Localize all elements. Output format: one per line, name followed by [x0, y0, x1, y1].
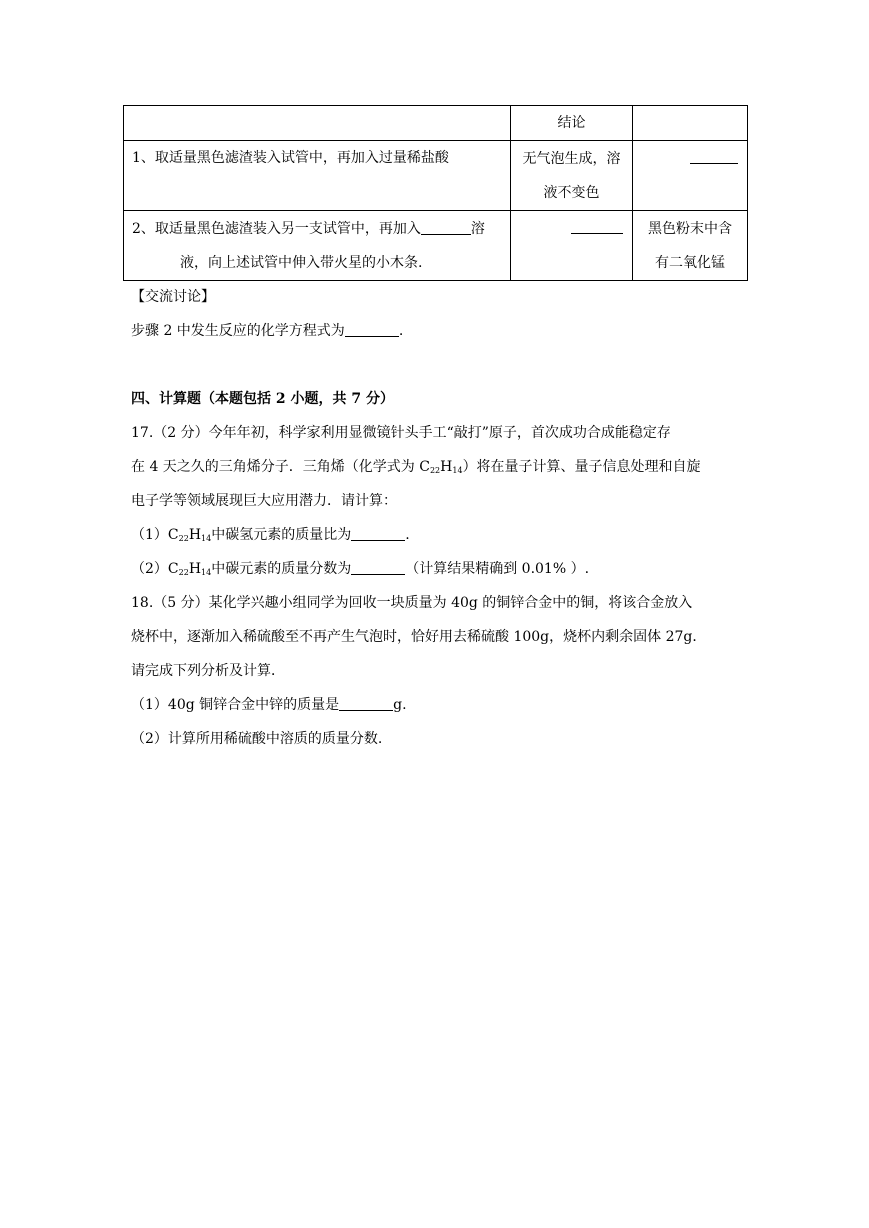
q17-p1-blank[interactable]	[351, 526, 405, 541]
q17-part2	[131, 558, 589, 578]
q17-line2-c: ）将在量子计算、量子信息处理和自旋	[462, 459, 701, 475]
discussion-question-end: .	[398, 323, 404, 339]
row2-phenomenon-blank[interactable]	[571, 219, 623, 234]
q18-line3: 请完成下列分析及计算．	[131, 663, 285, 679]
row1-step-cell	[124, 141, 511, 211]
q17-p1-a: （1）C	[131, 527, 179, 543]
q17-line2-b: H	[440, 459, 453, 475]
q17-p2-d: （计算结果精确到 0.01% ）.	[405, 561, 590, 577]
q17-p2-sub1: 22	[178, 568, 189, 577]
row1-phenomenon-line1: 无气泡生成，溶	[522, 150, 621, 167]
row1-step-text: 1、取适量黑色滤渣装入试管中，再加入过量稀盐酸	[132, 150, 449, 166]
row2-conclusion-cell	[633, 211, 748, 281]
row1-phenomenon-line2: 液不变色	[543, 184, 600, 201]
q17-line2-a: 在 4 天之久的三角烯分子．三角烯（化学式为 C	[131, 459, 430, 475]
header-cell-step	[124, 106, 511, 141]
q17-p1-c: 中碳氢元素的质量比为	[211, 527, 352, 543]
q17-p1-b: H	[188, 527, 202, 543]
q17-p2-b: H	[188, 561, 202, 577]
q17-line2-sub2: 14	[452, 466, 463, 475]
q18-line2: 烧杯中，逐渐加入稀硫酸至不再产生气泡时，恰好用去稀硫酸 100g，烧杯内剩余固体 27g．	[131, 629, 707, 645]
q17-p2-c: 中碳元素的质量分数为	[211, 561, 352, 577]
q17-p1-sub1: 22	[178, 534, 189, 543]
table-header-row	[124, 106, 748, 141]
row2-phenomenon-cell	[511, 211, 633, 281]
row1-conclusion-cell	[633, 141, 748, 211]
row1-phenomenon-cell	[511, 141, 633, 211]
q17-line2	[131, 456, 701, 476]
q17-line2-sub1: 22	[429, 466, 441, 475]
section4-heading: 四、计算题（本题包括 2 小题，共 7 分）	[131, 391, 394, 407]
row2-step-line1-before: 2、取适量黑色滤渣装入另一支试管中，再加入	[132, 220, 421, 237]
q17-part1	[131, 524, 410, 544]
discussion-heading: 【交流讨论】	[131, 289, 215, 305]
q17-p1-d: .	[405, 527, 410, 543]
q18-p1-b: g.	[393, 697, 407, 713]
q17-line1: 17.（2 分）今年年初，科学家利用显微镜针头手工“敲打”原子，首次成功合成能稳定存	[131, 425, 671, 441]
experiment-table	[123, 105, 748, 281]
q17-line3: 电子学等领域展现巨大应用潜力．请计算：	[131, 493, 397, 509]
q17-p2-blank[interactable]	[351, 560, 405, 575]
discussion-question	[131, 320, 403, 340]
row2-conclusion-line2: 有二氧化锰	[655, 254, 725, 271]
header-cell-empty	[633, 106, 748, 141]
row2-conclusion-line1: 黑色粉末中含	[648, 220, 732, 237]
q17-p1-sub2: 14	[201, 534, 212, 543]
q18-part2: （2）计算所用稀硫酸中溶质的质量分数.	[131, 731, 383, 747]
q18-part1	[131, 694, 407, 714]
table-row-1	[124, 141, 748, 211]
header-cell-conclusion: 结论	[511, 106, 633, 141]
q17-p2-a: （2）C	[131, 561, 179, 577]
row1-conclusion-blank[interactable]	[690, 149, 738, 164]
q18-p1-blank[interactable]	[339, 696, 393, 711]
row2-step-cell	[124, 211, 511, 281]
row2-step-line1	[132, 212, 504, 246]
row2-step-line1-after: 溶	[470, 220, 485, 237]
q18-line1: 18.（5 分）某化学兴趣小组同学为回收一块质量为 40g 的铜锌合金中的铜，将该合金放入	[131, 595, 693, 611]
row2-step-line2: 液，向上述试管中伸入带火星的小木条.	[180, 254, 423, 271]
q17-p2-sub2: 14	[201, 568, 212, 577]
row2-reagent-blank[interactable]	[421, 220, 471, 235]
discussion-question-text: 步骤 2 中发生反应的化学方程式为	[131, 323, 345, 339]
q18-p1-a: （1）40g 铜锌合金中锌的质量是	[131, 697, 340, 713]
table-row-2	[124, 211, 748, 281]
equation-blank[interactable]	[345, 322, 399, 337]
